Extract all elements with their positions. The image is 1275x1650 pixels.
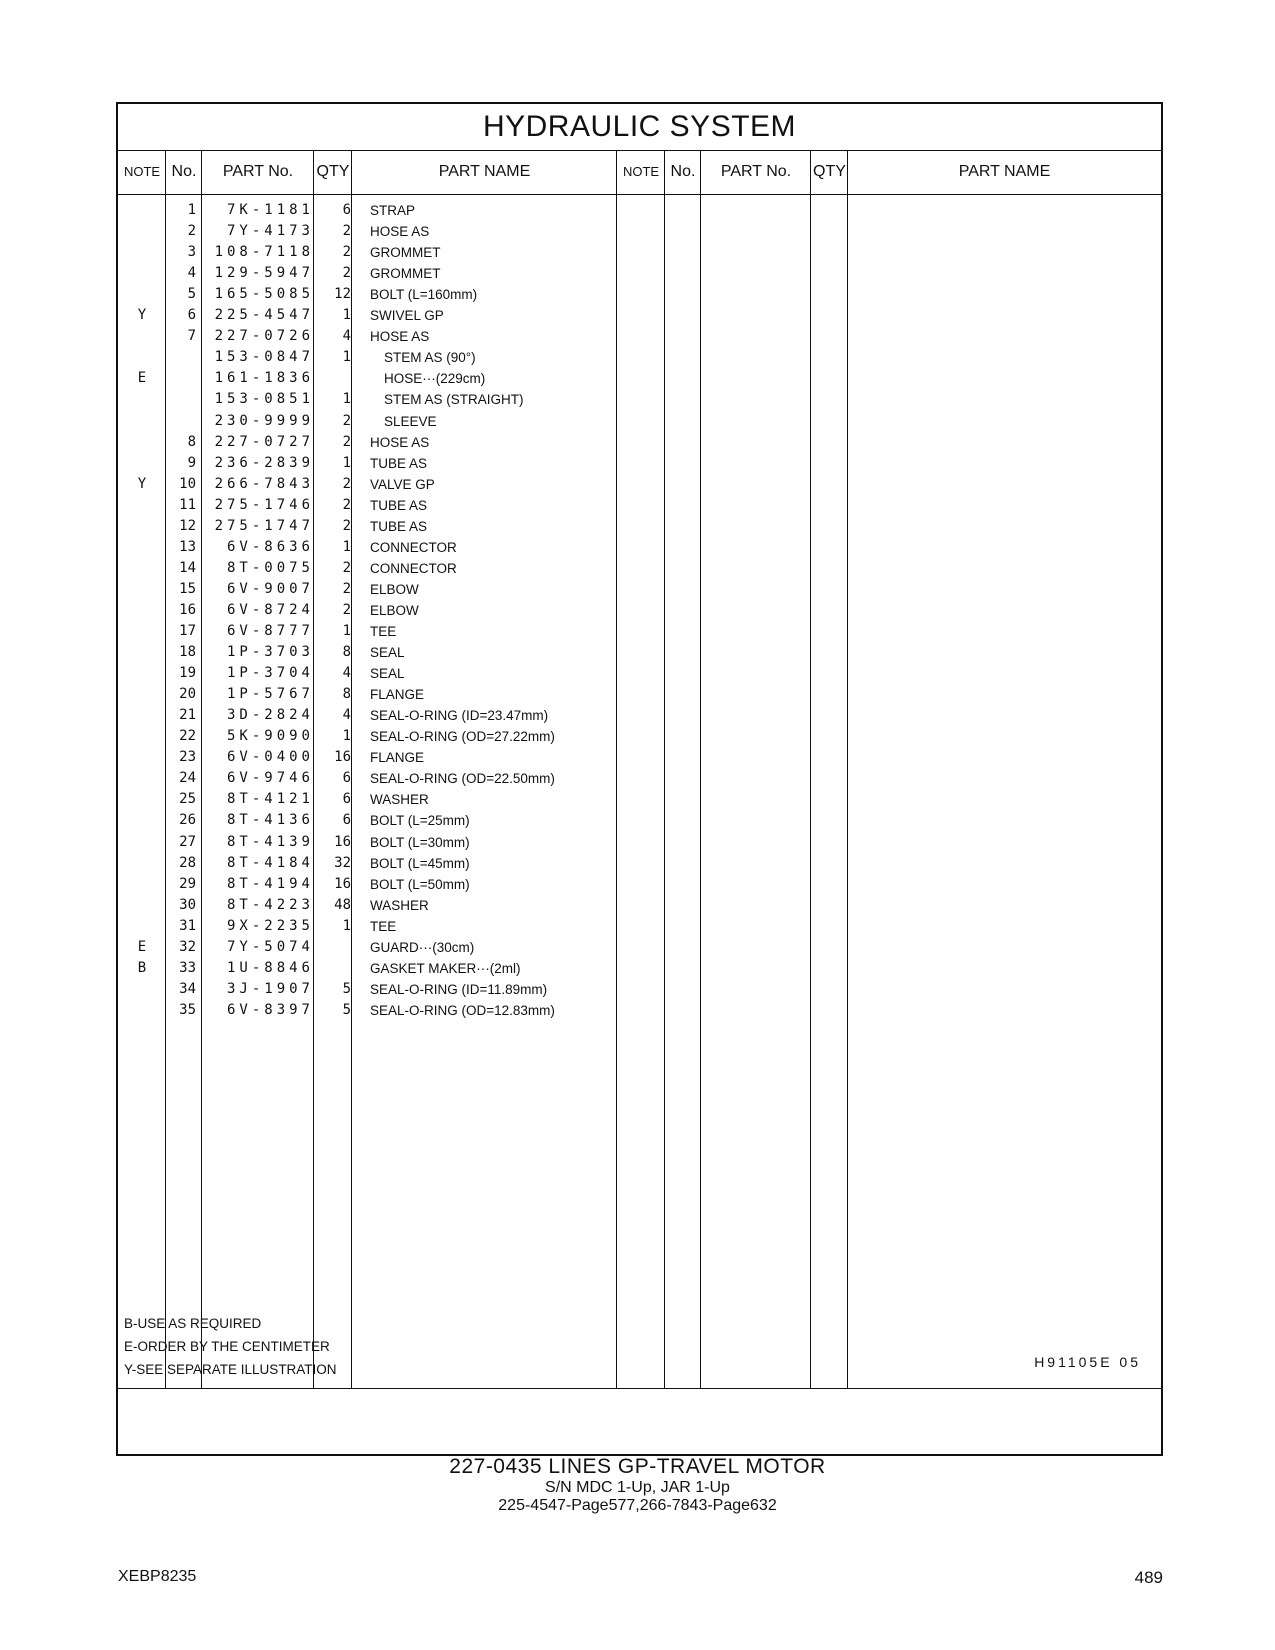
part-number-cell: 6V-8777 xyxy=(226,623,314,639)
footer-divider xyxy=(118,1388,1161,1389)
table-row xyxy=(118,347,1161,369)
table-row xyxy=(118,789,1161,811)
part-name-cell: BOLT (L=30mm) xyxy=(370,834,470,850)
item-number-cell: 19 xyxy=(179,665,196,682)
table-row xyxy=(118,958,1161,980)
item-number-cell: 21 xyxy=(179,707,196,724)
table-row xyxy=(118,558,1161,580)
quantity-cell: 2 xyxy=(342,475,351,492)
quantity-cell: 2 xyxy=(342,265,351,282)
part-number-cell: 227-0726 xyxy=(214,328,314,345)
part-number-cell: 8T-4136 xyxy=(226,812,314,829)
part-number-cell: 275-1747 xyxy=(214,517,314,534)
parts-list-sheet xyxy=(116,102,1163,1456)
table-row xyxy=(118,684,1161,706)
table-row xyxy=(118,537,1161,559)
table-row xyxy=(118,853,1161,875)
quantity-cell: 2 xyxy=(342,580,351,597)
part-number-cell: 1P-3703 xyxy=(226,644,314,661)
table-row xyxy=(118,368,1161,390)
part-number-cell: 153-0847 xyxy=(214,349,314,366)
part-number-cell: 8T-4194 xyxy=(226,875,314,892)
part-name-cell: FLANGE xyxy=(370,687,425,703)
quantity-cell: 16 xyxy=(334,749,351,766)
part-number-cell: 6V-8724 xyxy=(226,601,314,618)
table-row xyxy=(118,263,1161,285)
part-name-cell: BOLT (L=50mm) xyxy=(370,876,470,892)
illustration-code: H91105E 05 xyxy=(1034,1354,1141,1370)
item-number-cell: 29 xyxy=(179,875,196,892)
table-row xyxy=(118,642,1161,664)
part-number-cell: 161-1836 xyxy=(214,370,314,387)
item-number-cell: 8 xyxy=(187,433,196,450)
page-number: 489 xyxy=(1134,1568,1163,1587)
part-name-cell: HOSE AS xyxy=(370,434,430,450)
part-name-cell: SEAL-O-RING (ID=11.89mm) xyxy=(370,981,548,997)
part-name-cell: GUARD···(30cm) xyxy=(370,939,475,955)
part-number-cell: 225-4547 xyxy=(214,307,314,324)
part-name-cell: GASKET MAKER···(2ml) xyxy=(370,960,521,976)
note-cell: Y xyxy=(137,475,147,492)
item-number-cell: 1 xyxy=(187,202,196,218)
item-number-cell: 22 xyxy=(179,728,196,745)
note-cell: E xyxy=(137,938,147,955)
legend-e: E-ORDER BY THE CENTIMETER xyxy=(124,1339,330,1354)
part-name-cell: CONNECTOR xyxy=(370,560,457,576)
item-number-cell: 26 xyxy=(179,812,196,829)
table-row xyxy=(118,621,1161,643)
header-qty-left: QTY xyxy=(314,150,352,195)
item-number-cell: 11 xyxy=(179,496,196,513)
part-name-cell: SEAL-O-RING (OD=12.83mm) xyxy=(370,1002,555,1018)
part-name-cell: TEE xyxy=(370,624,397,639)
item-number-cell: 6 xyxy=(187,307,196,324)
quantity-cell: 1 xyxy=(342,454,351,471)
item-number-cell: 12 xyxy=(179,517,196,534)
part-number-cell: 8T-0075 xyxy=(226,559,314,576)
part-number-cell: 6V-9746 xyxy=(226,770,314,787)
header-no-right: No. xyxy=(665,150,701,195)
table-row xyxy=(118,810,1161,832)
part-name-cell: SWIVEL GP xyxy=(370,308,444,324)
quantity-cell: 2 xyxy=(342,601,351,618)
part-name-cell: BOLT (L=160mm) xyxy=(370,287,478,303)
table-row xyxy=(118,895,1161,917)
part-name-cell: WASHER xyxy=(370,792,429,808)
item-number-cell: 32 xyxy=(179,938,196,955)
item-number-cell: 24 xyxy=(179,770,196,787)
quantity-cell: 6 xyxy=(342,770,351,787)
part-number-cell: 8T-4223 xyxy=(226,896,314,913)
part-name-cell: ELBOW xyxy=(370,581,419,597)
serial-range: S/N MDC 1-Up, JAR 1-Up xyxy=(545,1479,730,1496)
item-number-cell: 2 xyxy=(187,223,196,240)
item-number-cell: 20 xyxy=(179,686,196,703)
quantity-cell: 2 xyxy=(342,223,351,240)
item-number-cell: 33 xyxy=(179,959,196,976)
part-name-cell: SEAL xyxy=(370,645,405,661)
part-name-cell: BOLT (L=25mm) xyxy=(370,813,470,829)
header-no-left: No. xyxy=(166,150,202,195)
part-name-cell: BOLT (L=45mm) xyxy=(370,855,470,871)
part-name-cell: ELBOW xyxy=(370,602,419,618)
item-number-cell: 25 xyxy=(179,791,196,808)
item-number-cell: 16 xyxy=(179,601,196,618)
part-name-cell: SEAL-O-RING (OD=27.22mm) xyxy=(370,729,555,745)
part-name-cell: WASHER xyxy=(370,897,429,913)
quantity-cell: 4 xyxy=(342,665,351,682)
part-number-cell: 6V-0400 xyxy=(226,749,314,766)
table-row xyxy=(118,979,1161,1001)
part-number-cell: 129-5947 xyxy=(214,265,314,282)
item-number-cell: 31 xyxy=(179,917,196,934)
part-number-cell: 5K-9090 xyxy=(226,728,314,745)
item-number-cell: 14 xyxy=(179,559,196,576)
part-name-cell: HOSE···(229cm) xyxy=(384,371,486,387)
header-note-right: NOTE xyxy=(617,150,665,195)
part-number-cell: 275-1746 xyxy=(214,496,314,513)
header-note-left: NOTE xyxy=(118,150,166,195)
part-number-cell: 108-7118 xyxy=(214,244,314,261)
part-number-cell: 230-9999 xyxy=(214,412,314,429)
part-number-cell: 7Y-4173 xyxy=(226,223,314,240)
part-number-cell: 227-0727 xyxy=(214,433,314,450)
part-number-cell: 8T-4121 xyxy=(226,791,314,808)
item-number-cell: 34 xyxy=(179,980,196,997)
table-row xyxy=(118,579,1161,601)
table-row xyxy=(118,411,1161,433)
table-row xyxy=(118,726,1161,748)
part-name-cell: GROMMET xyxy=(370,266,441,282)
part-number-cell: 153-0851 xyxy=(214,391,314,408)
header-part-no-right: PART No. xyxy=(701,150,811,195)
table-row xyxy=(118,600,1161,622)
table-row xyxy=(118,432,1161,454)
document-id: XEBP8235 xyxy=(118,1568,197,1585)
part-name-cell: FLANGE xyxy=(370,750,425,766)
part-number-cell: 3D-2824 xyxy=(226,707,314,724)
part-name-cell: SEAL-O-RING (ID=23.47mm) xyxy=(370,708,549,724)
header-part-name-left: PART NAME xyxy=(352,150,617,195)
table-row xyxy=(118,1000,1161,1022)
table-row xyxy=(118,937,1161,959)
part-number-cell: 7K-1181 xyxy=(226,202,314,218)
part-name-cell: SEAL-O-RING (OD=22.50mm) xyxy=(370,771,555,787)
quantity-cell: 6 xyxy=(342,202,351,218)
part-number-cell: 3J-1907 xyxy=(226,980,314,997)
part-number-cell: 7Y-5074 xyxy=(226,938,314,955)
part-name-cell: SEAL xyxy=(370,666,405,682)
part-number-cell: 8T-4184 xyxy=(226,854,314,871)
quantity-cell: 8 xyxy=(342,644,351,661)
quantity-cell: 8 xyxy=(342,686,351,703)
table-row xyxy=(118,916,1161,938)
quantity-cell: 16 xyxy=(334,875,351,892)
part-name-cell: SLEEVE xyxy=(384,413,437,429)
item-number-cell: 5 xyxy=(187,286,196,303)
quantity-cell: 48 xyxy=(334,896,351,913)
table-row xyxy=(118,705,1161,727)
item-number-cell: 3 xyxy=(187,244,196,261)
part-name-cell: VALVE GP xyxy=(370,476,435,492)
table-row xyxy=(118,832,1161,854)
quantity-cell: 1 xyxy=(342,623,351,639)
table-row xyxy=(118,242,1161,264)
quantity-cell: 6 xyxy=(342,791,351,808)
section-title: HYDRAULIC SYSTEM xyxy=(118,104,1161,151)
item-number-cell: 23 xyxy=(179,749,196,766)
item-number-cell: 28 xyxy=(179,854,196,871)
quantity-cell: 1 xyxy=(342,728,351,745)
table-row xyxy=(118,516,1161,538)
item-number-cell: 15 xyxy=(179,580,196,597)
part-number-cell: 1P-3704 xyxy=(226,665,314,682)
table-row xyxy=(118,495,1161,517)
part-name-cell: STRAP xyxy=(370,203,416,218)
item-number-cell: 18 xyxy=(179,644,196,661)
header-part-name-right: PART NAME xyxy=(848,150,1161,195)
part-name-cell: STEM AS (90°) xyxy=(384,350,476,366)
header-qty-right: QTY xyxy=(811,150,848,195)
part-name-cell: TUBE AS xyxy=(370,518,428,534)
table-row xyxy=(118,326,1161,348)
item-number-cell: 4 xyxy=(187,265,196,282)
table-row xyxy=(118,874,1161,896)
quantity-cell: 6 xyxy=(342,812,351,829)
quantity-cell: 4 xyxy=(342,328,351,345)
item-number-cell: 13 xyxy=(179,538,196,555)
table-row xyxy=(118,200,1161,222)
part-number-cell: 266-7843 xyxy=(214,475,314,492)
item-number-cell: 35 xyxy=(179,1001,196,1018)
table-row xyxy=(118,663,1161,685)
part-name-cell: TUBE AS xyxy=(370,497,428,513)
part-name-cell: HOSE AS xyxy=(370,329,430,345)
table-row xyxy=(118,747,1161,769)
item-number-cell: 30 xyxy=(179,896,196,913)
quantity-cell: 2 xyxy=(342,517,351,534)
quantity-cell: 1 xyxy=(342,307,351,324)
quantity-cell: 4 xyxy=(342,707,351,724)
quantity-cell: 5 xyxy=(342,1001,351,1018)
table-row xyxy=(118,453,1161,475)
table-row xyxy=(118,768,1161,790)
header-part-no-left: PART No. xyxy=(202,150,314,195)
part-name-cell: HOSE AS xyxy=(370,224,430,240)
part-name-cell: TEE xyxy=(370,918,397,934)
item-number-cell: 9 xyxy=(187,454,196,471)
part-number-cell: 6V-9007 xyxy=(226,580,314,597)
quantity-cell: 16 xyxy=(334,833,351,850)
note-cell: B xyxy=(137,959,147,976)
quantity-cell: 1 xyxy=(342,917,351,934)
quantity-cell: 2 xyxy=(342,496,351,513)
quantity-cell: 2 xyxy=(342,559,351,576)
part-name-cell: TUBE AS xyxy=(370,455,428,471)
table-row xyxy=(118,221,1161,243)
quantity-cell: 12 xyxy=(334,286,351,303)
group-caption: 227-0435 LINES GP-TRAVEL MOTOR xyxy=(449,1455,826,1478)
quantity-cell: 1 xyxy=(342,538,351,555)
quantity-cell: 2 xyxy=(342,433,351,450)
quantity-cell: 32 xyxy=(334,854,351,871)
item-number-cell: 10 xyxy=(179,475,196,492)
table-row xyxy=(118,474,1161,496)
part-name-cell: GROMMET xyxy=(370,245,441,261)
quantity-cell: 5 xyxy=(342,980,351,997)
legend-y: Y-SEE SEPARATE ILLUSTRATION xyxy=(124,1362,337,1377)
table-row xyxy=(118,389,1161,411)
table-row xyxy=(118,284,1161,306)
item-number-cell: 17 xyxy=(179,623,196,639)
part-number-cell: 236-2839 xyxy=(214,454,314,471)
part-number-cell: 9X-2235 xyxy=(226,917,314,934)
item-number-cell: 27 xyxy=(179,833,196,850)
part-number-cell: 6V-8397 xyxy=(226,1001,314,1018)
part-name-cell: CONNECTOR xyxy=(370,539,457,555)
quantity-cell: 2 xyxy=(342,412,351,429)
quantity-cell: 2 xyxy=(342,244,351,261)
page-references: 225-4547-Page577,266-7843-Page632 xyxy=(498,1497,777,1514)
quantity-cell: 1 xyxy=(342,391,351,408)
part-number-cell: 1P-5767 xyxy=(226,686,314,703)
table-row xyxy=(118,305,1161,327)
part-name-cell: STEM AS (STRAIGHT) xyxy=(384,392,524,408)
quantity-cell: 1 xyxy=(342,349,351,366)
note-cell: Y xyxy=(137,307,147,324)
part-number-cell: 1U-8846 xyxy=(226,959,314,976)
item-number-cell: 7 xyxy=(187,328,196,345)
note-cell: E xyxy=(137,370,147,387)
legend-b: B-USE AS REQUIRED xyxy=(124,1316,262,1331)
part-number-cell: 8T-4139 xyxy=(226,833,314,850)
part-number-cell: 6V-8636 xyxy=(226,538,314,555)
part-number-cell: 165-5085 xyxy=(214,286,314,303)
